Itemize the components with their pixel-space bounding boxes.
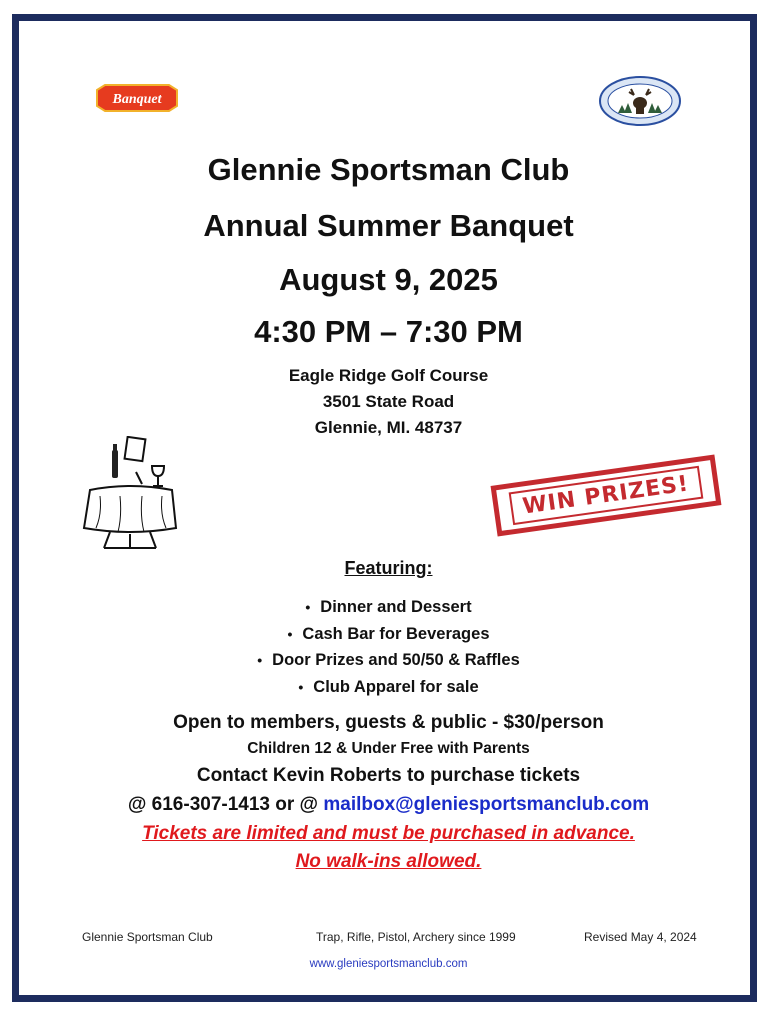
list-item [0, 621, 777, 648]
admission-info: Open to members, guests & public - $30/person [173, 712, 604, 733]
children-info: Children 12 & Under Free with Parents [247, 740, 530, 757]
list-item [0, 647, 777, 674]
event-date: August 9, 2025 [279, 262, 498, 297]
event-time: 4:30 PM – 7:30 PM [254, 314, 523, 349]
email-link[interactable]: mailbox@gleniesportsmanclub.com [323, 794, 650, 815]
feature-cash-bar: Cash Bar for Beverages [302, 624, 490, 643]
stamp-text: WIN PRIZES! [509, 466, 703, 525]
footer-disciplines: Trap, Rifle, Pistol, Archery since 1999 [316, 930, 516, 944]
phone-text: @ 616-307-1413 or @ [127, 794, 324, 815]
event-title: Annual Summer Banquet [203, 208, 574, 243]
footer-club-name: Glennie Sportsman Club [82, 930, 213, 944]
feature-raffles: Door Prizes and 50/50 & Raffles [272, 651, 520, 669]
venue-city: Glennie, MI. 48737 [314, 418, 463, 437]
dining-table-icon [80, 436, 180, 552]
feature-dinner: Dinner and Dessert [320, 598, 472, 616]
featuring-list [0, 594, 777, 700]
svg-text:Banquet: Banquet [112, 92, 162, 107]
contact-line [0, 794, 777, 816]
footer-website-link[interactable]: www.gleniesportsmanclub.com [309, 958, 468, 970]
contact-info: Contact Kevin Roberts to purchase tickets [196, 765, 581, 786]
club-emblem-icon [598, 75, 682, 127]
venue-name: Eagle Ridge Golf Course [288, 366, 489, 385]
banquet-logo [95, 82, 179, 114]
feature-apparel: Club Apparel for sale [313, 677, 479, 696]
warning-line-2: No walk-ins allowed. [295, 851, 482, 872]
list-item [0, 674, 777, 701]
featuring-title: Featuring: [344, 558, 433, 578]
venue-street: 3501 State Road [322, 392, 455, 411]
footer-revised-date: Revised May 4, 2024 [584, 930, 697, 944]
club-title: Glennie Sportsman Club [207, 152, 570, 187]
list-item [0, 594, 777, 621]
warning-line-1: Tickets are limited and must be purchased in advance. [142, 823, 635, 844]
